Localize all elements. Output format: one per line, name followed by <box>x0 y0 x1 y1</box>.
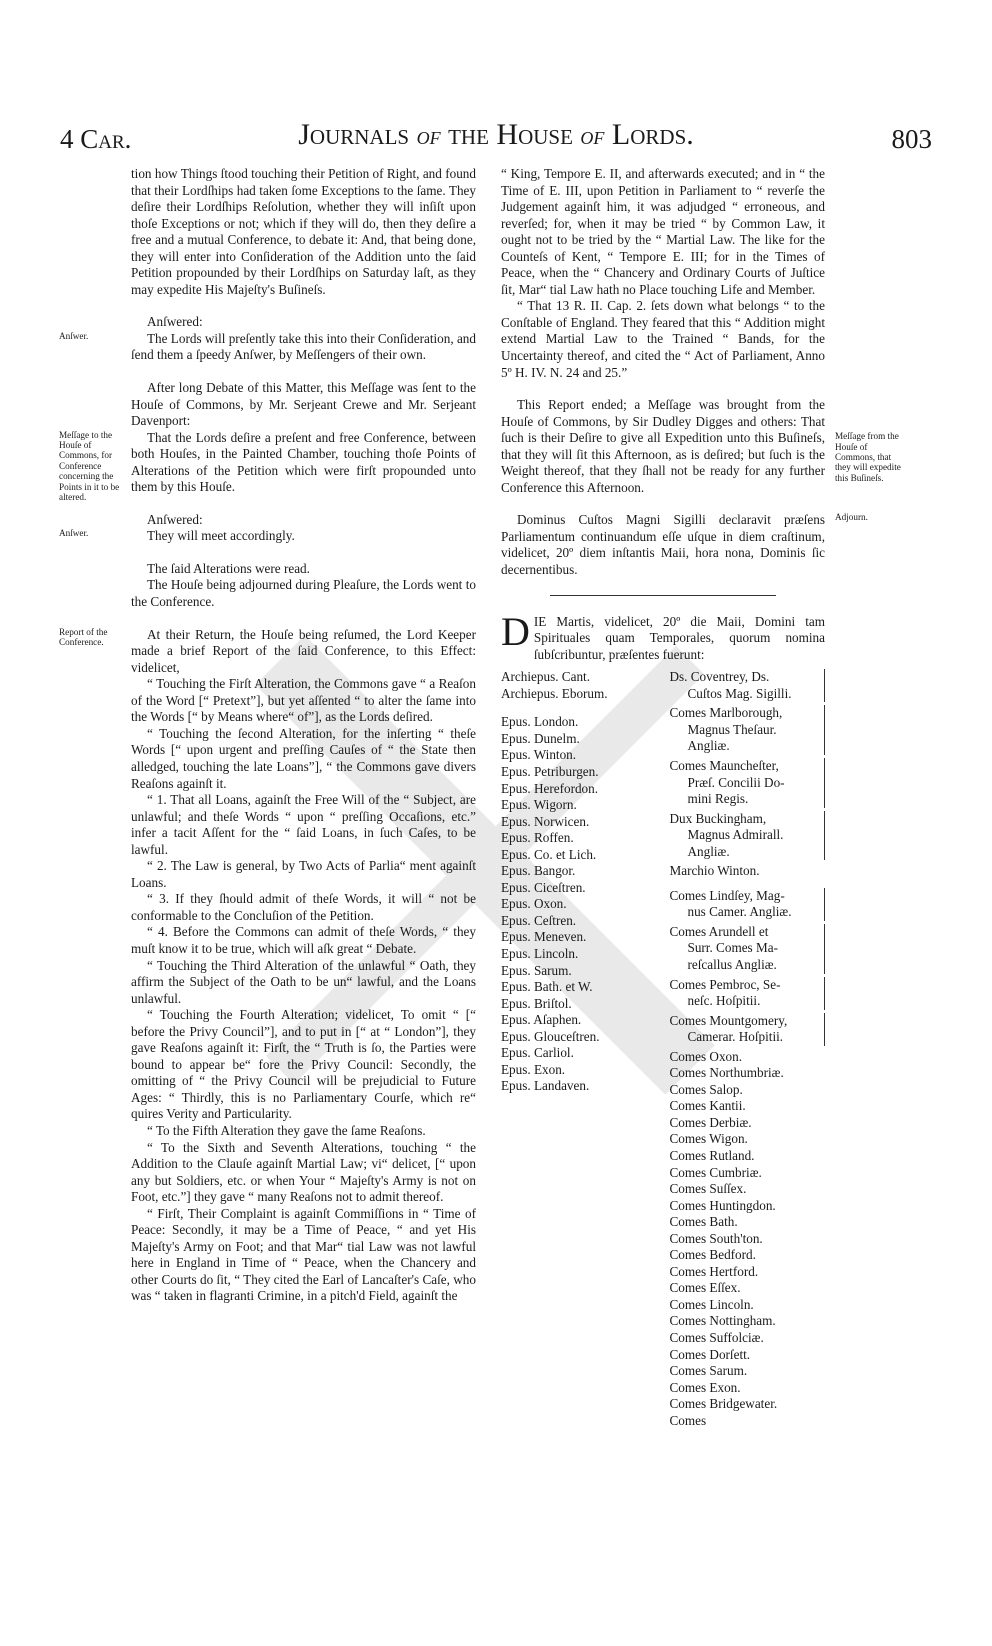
officer-entry-line: Magnus Admirall. <box>687 827 784 843</box>
temporal-lords <box>669 669 825 1429</box>
marchio-entry: Marchio Winton. <box>669 863 760 879</box>
right-column <box>501 166 901 1429</box>
earl-entry: Comes Bridgewater. <box>669 1396 778 1412</box>
earl-entry: Comes Kantii. <box>669 1098 746 1114</box>
earl-entry: Comes Wigon. <box>669 1131 748 1147</box>
paragraph: tion how Things ſtood touching their Petition of Right, and found that their Lordſhips had taken ſome Exceptions to the ſame. They deſire their Lordſhips Reſolution, whether they will inſiſt upon thoſe Exceptions or not; which if they will do, then they deſire a free and a mutual Conference, to debate it: And, that being done, they will enter into Conſideration of the Addition unto the ſaid Petition propounded by their Lordſhips on Saturday laſt, as they may expedite His Majeſty's Buſineſs. <box>131 166 476 297</box>
earl-officer-entry-line: reſcallus Angliæ. <box>687 956 777 972</box>
earl-entry: Comes Dorſett. <box>669 1346 751 1362</box>
adjourn-text: Dominus Cuſtos Magni Sigilli declaravit præſens Parliamentum continuandum eſſe uſque in diem craſtinum, videlicet, 20º diem inſtantis Maii, hora nona, Dominis ſic decernentibus. <box>501 512 825 578</box>
sitting-heading <box>501 608 825 664</box>
earl-entry: Comes Exon. <box>669 1379 741 1395</box>
bishops-list <box>501 714 657 1095</box>
earl-entry: Comes Cumbriæ. <box>669 1164 762 1180</box>
divider <box>550 595 777 596</box>
header-title-of: of <box>416 121 441 150</box>
answer-paragraph <box>59 528 476 545</box>
earl-officer-entry <box>669 1013 825 1046</box>
earl-officers-list <box>669 888 825 1046</box>
left-column <box>59 166 476 1305</box>
archbishops-list <box>501 669 657 702</box>
paragraph: “ To the Sixth and Seventh Alterations, touching “ the Addition to the Clauſe againſt Martial Law; vi“ delicet, [“ upon any but Soldiers, etc. or when Your “ Majeſty's Army is not on Foot, etc.”] they gave “ many Reaſons not to admit thereof. <box>131 1139 476 1205</box>
officer-entry-line: Angliæ. <box>687 843 730 859</box>
message-paragraph <box>59 429 476 503</box>
earl-officer-entry <box>669 977 825 1010</box>
page-header <box>60 118 932 162</box>
earl-entry: Comes Sarum. <box>669 1363 748 1379</box>
archbishop-entry: Archiepus. Eborum. <box>501 685 608 701</box>
earl-entry: Comes Oxon. <box>669 1048 743 1064</box>
bishop-entry: Epus. Bangor. <box>501 863 576 879</box>
earl-officer-entry <box>669 924 825 974</box>
paragraph: The Houſe being adjourned during Pleaſure, the Lords went to the Conference. <box>131 577 476 610</box>
earl-officer-entry-line: Comes Mountgomery, <box>669 1012 788 1028</box>
message-paragraph <box>501 397 901 496</box>
header-title-part: the Houſe <box>440 118 581 151</box>
bishop-entry: Epus. Herefordon. <box>501 780 599 796</box>
officer-entry-line: Comes Marlborough, <box>669 705 783 721</box>
answered-label: Anſwered: <box>147 314 203 330</box>
bishop-entry: Epus. Meneven. <box>501 929 587 945</box>
earl-entry: Comes Suffolciæ. <box>669 1330 764 1345</box>
spacer <box>501 702 657 714</box>
paragraph: “ Touching the Third Alteration of the unlawful “ Oath, they affirm the Subject of the Oath to be un“ lawful, and the Loans unlawful. <box>131 957 476 1006</box>
sitting-text: IE Martis, videlicet, 20º die Maii, Domini tam Spirituales quam Temporales, quorum nomina ſubſcribuntur, præſentes fuerunt: <box>533 613 825 662</box>
officers-list <box>669 669 825 860</box>
earl-entry: Comes Salop. <box>669 1081 743 1097</box>
bishop-entry: Epus. Briſtol. <box>501 995 572 1011</box>
header-regnal-year: 4 Car. <box>60 124 132 154</box>
officer-entry-line: Angliæ. <box>687 738 730 754</box>
bishop-entry: Epus. London. <box>501 714 579 730</box>
paragraph: “ 3. If they ſhould admit of theſe Words, it will “ not be conformable to the Concluſion of the Petition. <box>131 891 476 923</box>
earl-entry: Comes Huntingdon. <box>669 1197 776 1213</box>
report-paragraph <box>59 626 476 677</box>
bishop-entry: Epus. Glouceſtren. <box>501 1028 600 1044</box>
paragraph: “ 1. That all Loans, againſt the Free Will of the “ Subject, are unlawful; and theſe Words “ upon “ preſſing Occaſions, etc.” infer a tacit Aſſent for the “ ſaid Loans, in ſuch Caſes, to be lawful. <box>131 792 476 857</box>
header-title-part: Journals <box>298 118 417 151</box>
earl-entry: Comes Lincoln. <box>669 1296 754 1312</box>
paragraph: “ That 13 R. II. Cap. 2. ſets down what belongs “ to the Conſtable of England. They feared that this “ Addition might extend Martial Law to the Trained “ Bands, for the Uncertainty thereof, and cited the “ Act of Parliament, Anno 5º H. IV. N. 24 and 25.” <box>501 298 825 380</box>
earl-officer-entry-line: Comes Arundell et <box>669 923 769 939</box>
spiritual-lords <box>501 669 657 1429</box>
paragraph: “ 4. Before the Commons can admit of theſe Words, “ they muſt know it to be true, which will aſk great “ Debate. <box>131 924 476 956</box>
paragraph: “ Touching the Firſt Alteration, the Commons gave “ a Reaſon of the Word [“ Pretext”], but yet aſſented “ to alter the ſame into the Words [“ by Means where“ of”], as the Lords deſired. <box>131 676 476 725</box>
bishop-entry: Epus. Landaven. <box>501 1078 590 1094</box>
message-text: That the Lords deſire a preſent and free Conference, between both Houſes, in the Painted Chamber, touching thoſe Points of Alterations of the Petition which were firſt propounded unto them by this Houſe. <box>131 429 476 495</box>
attendance-list <box>501 669 825 1429</box>
side-note: Meſſage to the Houſe of Commons, for Conference concerning the Points in it to be altered. <box>59 429 120 503</box>
bishop-entry: Epus. Ceſtren. <box>501 912 577 928</box>
bishop-entry: Epus. Petriburgen. <box>501 763 599 779</box>
officer-entry-line: Cuſtos Mag. Sigilli. <box>687 685 792 701</box>
bishop-entry: Epus. Aſaphen. <box>501 1012 582 1028</box>
bishop-entry: Epus. Ciceſtren. <box>501 879 586 895</box>
archbishop-entry: Archiepus. Cant. <box>501 669 590 685</box>
report-text: At their Return, the Houſe being reſumed, the Lord Keeper made a brief Report of the ſaid Conference, to this Effect: videlicet, <box>131 626 476 675</box>
paragraph: “ King, Tempore E. II, and afterwards executed; and in “ the Time of E. III, upon Petition in Parliament to “ reverſe the Judgement againſt him, it was adjudged “ erroneous, and reverſed; for, when it may be tried “ by Common Law, it ought not to be tried by the “ Martial Law. The like for the Counteſs of Kent, “ Tempore E. III; for in the Times of Peace, when the “ Chancery and Ordinary Courts of Juſtice ſit, Mar“ tial Law hath no Place touching Life and Member. <box>501 166 825 297</box>
side-note: Anſwer. <box>59 330 89 341</box>
earl-entry: Comes Bath. <box>669 1214 738 1230</box>
earl-officer-entry-line: Comes Pembroc, Se- <box>669 976 781 992</box>
officer-entry-line: mini Regis. <box>687 791 749 807</box>
officer-entry <box>669 705 825 755</box>
earl-entry: Comes South'ton. <box>669 1230 763 1246</box>
earl-officer-entry <box>669 888 825 921</box>
bishop-entry: Epus. Oxon. <box>501 896 567 912</box>
answer-text: The Lords will preſently take this into their Conſideration, and ſend them a ſpeedy Anſwer, by Meſſengers of their own. <box>131 330 476 363</box>
earl-entry: Comes Hertford. <box>669 1263 759 1279</box>
earl-officer-entry-line: Camerar. Hoſpitii. <box>687 1029 784 1045</box>
earl-entry: Comes Rutland. <box>669 1147 755 1163</box>
catchword: Comes <box>669 1412 707 1428</box>
bishop-entry: Epus. Lincoln. <box>501 945 579 961</box>
paragraph: “ Firſt, Their Complaint is againſt Commiſſions in “ Time of Peace: Secondly, it may be a Time of Peace, “ and yet His Majeſty's Army on Foot; and that Mar“ tial Law was not lawful here in England in Time of “ Peace, when the Chancery and other Courts do ſit, “ They cited the Earl of Lancaſter's Caſe, who was “ taken in flagranti Crimine, in a pitch'd Field, againſt the <box>131 1205 476 1304</box>
header-title-part: Lords. <box>604 118 694 151</box>
answer-paragraph <box>59 330 476 364</box>
bishop-entry: Epus. Carliol. <box>501 1045 574 1061</box>
earl-entry: Comes Nottingham. <box>669 1313 776 1329</box>
earl-officer-entry-line: Comes Lindſey, Mag- <box>669 887 785 903</box>
side-note: Anſwer. <box>59 528 89 539</box>
paragraph: “ To the Fifth Alteration they gave the ſame Reaſons. <box>147 1122 426 1138</box>
earl-entry: Comes Suſſex. <box>669 1181 747 1197</box>
officer-entry <box>669 669 825 702</box>
answered-label: Anſwered: <box>147 511 203 527</box>
header-title <box>60 118 932 152</box>
officer-entry <box>669 811 825 861</box>
officer-entry-line: Ds. Coventrey, Ds. <box>669 669 770 685</box>
paragraph: “ 2. The Law is general, by Two Acts of Parlia“ ment againſt Loans. <box>131 858 476 890</box>
officer-entry-line: Comes Mauncheſter, <box>669 757 779 773</box>
bishop-entry: Epus. Winton. <box>501 747 577 763</box>
message-text: This Report ended; a Meſſage was brought from the Houſe of Commons, by Sir Dudley Digges and others: That ſuch is their Deſire to give all Expedition unto this Buſineſs, that they will ſit this Afternoon, as is deſired; but ſuch is the Weight thereof, that they ſhall not be ready for any further Conference this Afternoon. <box>501 397 825 495</box>
side-note: Meſſage from the Houſe of Commons, that they will expedite this Buſineſs. <box>835 431 901 483</box>
side-note: Report of the Conference. <box>59 626 108 647</box>
officer-entry-line: Præſ. Concilii Do- <box>687 774 785 790</box>
paragraph: The ſaid Alterations were read. <box>147 560 310 576</box>
earl-entry: Comes Derbiæ. <box>669 1114 752 1130</box>
earl-officer-entry-line: neſc. Hoſpitii. <box>687 993 761 1009</box>
earl-entry: Comes Northumbriæ. <box>669 1065 784 1081</box>
earl-entry: Comes Eſſex. <box>669 1280 741 1296</box>
drop-cap: D <box>501 608 530 654</box>
officer-entry-line: Magnus Theſaur. <box>687 721 777 737</box>
answer-text: They will meet accordingly. <box>147 528 295 544</box>
earl-officer-entry-line: nus Camer. Angliæ. <box>687 904 792 920</box>
officer-entry-line: Dux Buckingham, <box>669 810 767 826</box>
bishop-entry: Epus. Roffen. <box>501 830 574 846</box>
header-title-of: of <box>580 121 605 150</box>
paragraph: “ Touching the ſecond Alteration, for the inſerting “ theſe Words [“ upon urgent and preſſing Cauſes of “ the State then alledged, touching the late Loans”], “ the Commons gave divers Reaſons againſt it. <box>131 725 476 791</box>
bishop-entry: Epus. Norwicen. <box>501 813 590 829</box>
bishop-entry: Epus. Bath. et W. <box>501 979 593 995</box>
earl-entry: Comes Bedford. <box>669 1247 756 1263</box>
officer-entry <box>669 758 825 808</box>
side-note: Adjourn. <box>835 512 868 523</box>
earls-list <box>669 1049 825 1413</box>
page-number: 803 <box>891 124 932 154</box>
bishop-entry: Epus. Wigorn. <box>501 797 577 813</box>
bishop-entry: Epus. Co. et Lich. <box>501 846 597 862</box>
paragraph: After long Debate of this Matter, this Meſſage was ſent to the Houſe of Commons, by Mr. Serjeant Crewe and Mr. Serjeant Davenport: <box>131 380 476 429</box>
adjourn-paragraph <box>501 512 868 578</box>
bishop-entry: Epus. Sarum. <box>501 962 572 978</box>
bishop-entry: Epus. Exon. <box>501 1061 566 1077</box>
bishop-entry: Epus. Dunelm. <box>501 730 580 746</box>
paragraph: “ Touching the Fourth Alteration; videlicet, To omit “ [“ before the Privy Council”], and to put in [“ at “ London”], they gave Reaſons againſt it: Firſt, the “ Truth is ſo, the Parties were bound to appear be“ fore the Privy Council: Secondly, the omitting of “ the Privy Council will be prejudicial to Future Ages: “ Thirdly, this is no Parliamentary Courſe, which re“ quires Verity and Particularity. <box>131 1007 476 1122</box>
earl-officer-entry-line: Surr. Comes Ma- <box>687 940 778 956</box>
